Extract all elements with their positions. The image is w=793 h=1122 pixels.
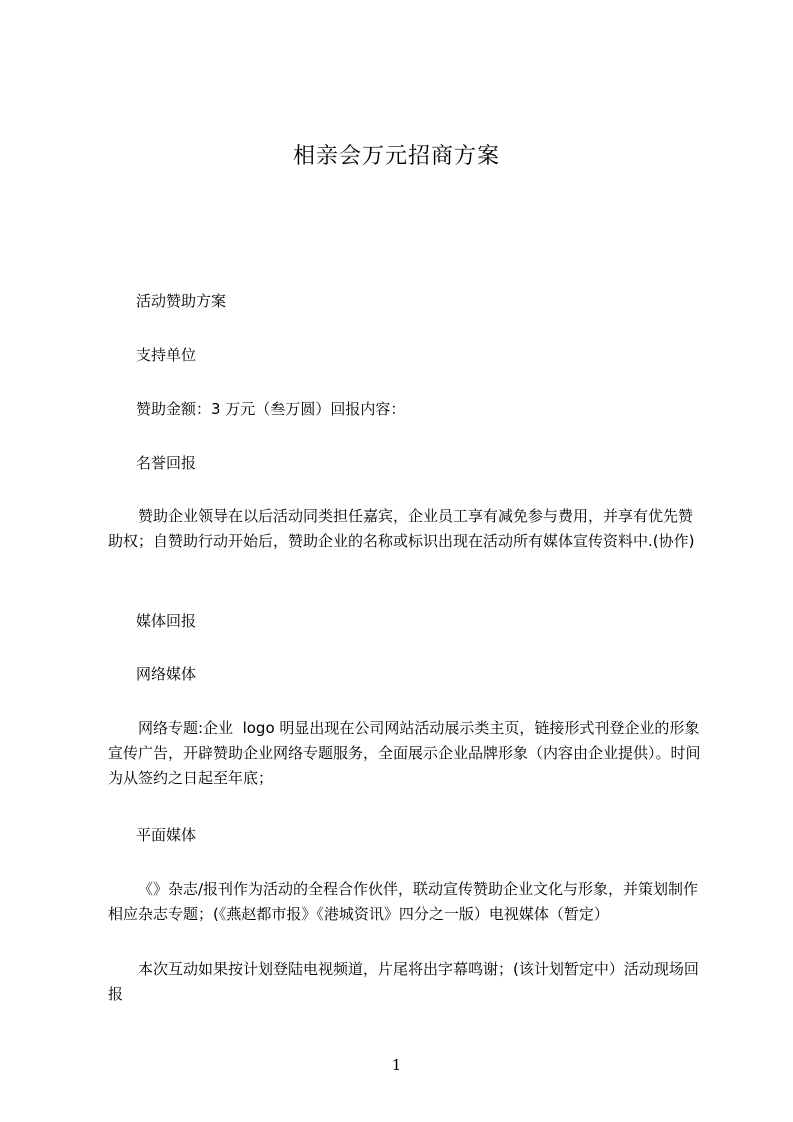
heading-print-media: 平面媒体 <box>136 826 197 844</box>
paragraph-tv-text: 本次互动如果按计划登陆电视频道，片尾将出字幕鸣谢；(该计划暂定中）活动现场回报 <box>108 960 699 1003</box>
page-number: 1 <box>391 1056 402 1074</box>
heading-support-unit: 支持单位 <box>136 346 197 364</box>
heading-media-return: 媒体回报 <box>136 612 197 630</box>
document-title: 相亲会万元招商方案 <box>292 144 500 169</box>
paragraph-honor-text: 赞助企业领导在以后活动同类担任嘉宾，企业员工享有减免参与费用，并享有优先赞助权；自赞助行动开始后，赞助企业的名称或标识出现在活动所有媒体宣传资料中.(协作) <box>108 507 695 550</box>
paragraph-print-text: 《》杂志/报刊作为活动的全程合作伙伴，联动宣传赞助企业文化与形象，并策划制作相应杂志专题；(《燕赵都市报》《港城资讯》四分之一版）电视媒体（暂定） <box>108 880 699 923</box>
paragraph-sponsor-amount: 赞助金额：3 万元（叁万圆）回报内容： <box>136 400 406 418</box>
heading-honor-return: 名誉回报 <box>136 454 197 472</box>
paragraph-network-text: 网络专题:企业 logo 明显出现在公司网站活动展示类主页，链接形式刊登企业的形象宣传广告，开辟赞助企业网络专题服务，全面展示企业品牌形象（内容由企业提供）。时间为从签约之日起至年底； <box>108 719 701 787</box>
heading-network-media: 网络媒体 <box>136 665 197 683</box>
heading-sponsor-plan: 活动赞助方案 <box>136 292 227 310</box>
